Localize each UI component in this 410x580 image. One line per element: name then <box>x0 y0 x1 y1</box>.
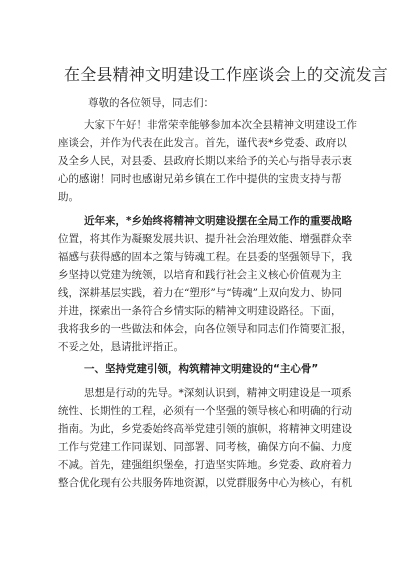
body-line: 思想是行动的先导。*深刻认识到，精神文明建设是一项系 <box>84 387 352 399</box>
body-line: 近年来，*乡始终将精神文明建设摆在全局工作的重要战略 <box>84 215 352 227</box>
body-line: 心的感谢！同时也感谢兄弟乡镇在工作中提供的宝贵支持与帮 <box>58 173 342 185</box>
body-line: 线，深耕基层实践，着力在“塑形”与“铸魂”上双向发力、协同 <box>58 287 342 299</box>
body-line: 统性、长期性的工程，必须有一个坚强的领导核心和明确的行动 <box>58 405 352 417</box>
body-line: 不减。首先，建强组织堡垒，打造坚实阵地。乡党委、政府着力 <box>58 459 352 471</box>
body-line: 福感与获得感的固本之策与铸魂工程。在县委的坚强领导下，我 <box>58 251 352 263</box>
body-line: 助。 <box>58 191 79 203</box>
body-line: 我将我乡的一些做法和体会，向各位领导和同志们作简要汇报， <box>58 323 352 335</box>
body-line: 及全乡人民，对县委、县政府长期以来给予的关心与指导表示衷 <box>58 155 352 167</box>
body-line: 并进，探索出一条符合乡情实际的精神文明建设路径。下面， <box>58 305 342 317</box>
body-line: 位置，将其作为凝聚发展共识、提升社会治理效能、增强群众幸 <box>58 233 352 245</box>
body-line: 指南。为此，乡党委始终高举党建引领的旗帜，将精神文明建设 <box>58 423 352 435</box>
section-heading: 一、坚持党建引领，构筑精神文明建设的“主心骨” <box>84 363 319 375</box>
body-line: 工作与党建工作同谋划、同部署、同考核，确保方向不偏、力度 <box>58 441 352 453</box>
body-line: 不妥之处，恳请批评指正。 <box>58 341 184 353</box>
body-line: 大家下午好！非常荣幸能够参加本次全县精神文明建设工作 <box>84 119 357 131</box>
body-line: 座谈会，并作为代表在此发言。首先，谨代表*乡党委、政府以 <box>58 137 347 149</box>
salutation: 尊敬的各位领导，同志们： <box>88 97 214 109</box>
body-line: 整合优化现有公共服务阵地资源，以党群服务中心为核心，有机 <box>58 477 352 489</box>
body-line: 乡坚持以党建为统领，以培育和践行社会主义核心价值观为主 <box>58 269 342 281</box>
document-title: 在全县精神文明建设工作座谈会上的交流发言 <box>64 65 389 84</box>
